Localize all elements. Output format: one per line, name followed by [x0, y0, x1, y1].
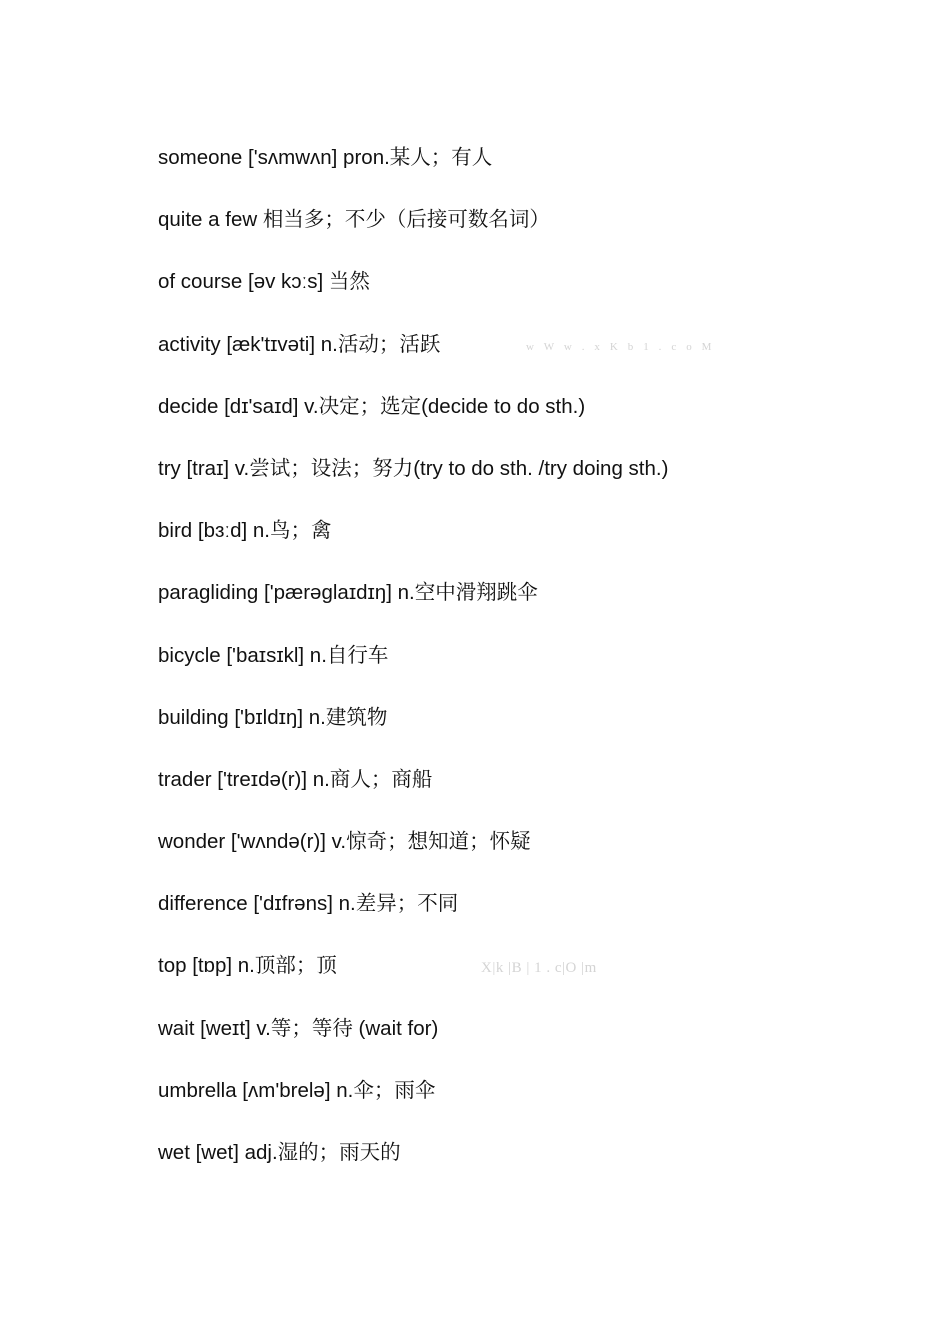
vocab-entry-text: quite a few 相当多；不少（后接可数名词） [158, 208, 550, 232]
vocab-entry-text: activity [æk'tɪvəti] n.活动；活跃 [158, 332, 441, 356]
vocab-entry [158, 764, 668, 826]
vocab-entry [158, 204, 668, 266]
watermark-text: X|k |B | 1 . c|O |m [481, 960, 597, 976]
vocab-entry-text: building ['bɪldɪŋ] n.建筑物 [158, 705, 388, 729]
vocab-entry [158, 515, 668, 577]
vocab-entry-text: umbrella [ʌm'brelə] n.伞；雨伞 [158, 1078, 436, 1102]
vocab-entry-text: bird [bɜːd] n.鸟；禽 [158, 519, 332, 543]
watermark-text: w W w . x K b 1 . c o M [526, 341, 716, 353]
vocabulary-list [158, 142, 668, 1199]
vocab-entry [158, 142, 668, 204]
vocab-entry-text: difference ['dɪfrəns] n.差异；不同 [158, 892, 459, 916]
vocab-entry [158, 1137, 668, 1199]
vocab-entry [158, 888, 668, 950]
vocab-entry [158, 577, 668, 639]
vocab-entry [158, 266, 668, 328]
vocab-entry [158, 702, 668, 764]
vocab-entry-text: wonder ['wʌndə(r)] v.惊奇；想知道；怀疑 [158, 830, 531, 854]
vocab-entry-text: try [traɪ] v.尝试；设法；努力(try to do sth. /try doing sth.) [158, 456, 669, 480]
vocab-entry-text: wait [weɪt] v.等；等待 (wait for) [158, 1016, 439, 1040]
vocab-entry-text: decide [dɪ'saɪd] v.决定；选定(decide to do sth.) [158, 394, 586, 418]
vocab-entry [158, 826, 668, 888]
vocab-entry [158, 1013, 668, 1075]
vocab-entry [158, 391, 668, 453]
vocab-entry-text: bicycle ['baɪsɪkl] n.自行车 [158, 643, 389, 667]
vocab-entry-text: trader ['treɪdə(r)] n.商人；商船 [158, 767, 433, 791]
vocab-entry [158, 453, 668, 515]
vocab-entry-text: someone ['sʌmwʌn] pron.某人；有人 [158, 146, 493, 169]
vocab-entry-text: paragliding ['pærəglaɪdɪŋ] n.空中滑翔跳伞 [158, 581, 538, 605]
vocab-entry [158, 329, 668, 391]
vocab-entry-text: of course [əv kɔːs] 当然 [158, 270, 370, 294]
vocab-entry-text: top [tɒp] n.顶部；顶 [158, 954, 337, 978]
vocab-entry [158, 1075, 668, 1137]
vocab-entry-text: wet [wet] adj.湿的；雨天的 [158, 1141, 401, 1164]
vocab-entry [158, 640, 668, 702]
